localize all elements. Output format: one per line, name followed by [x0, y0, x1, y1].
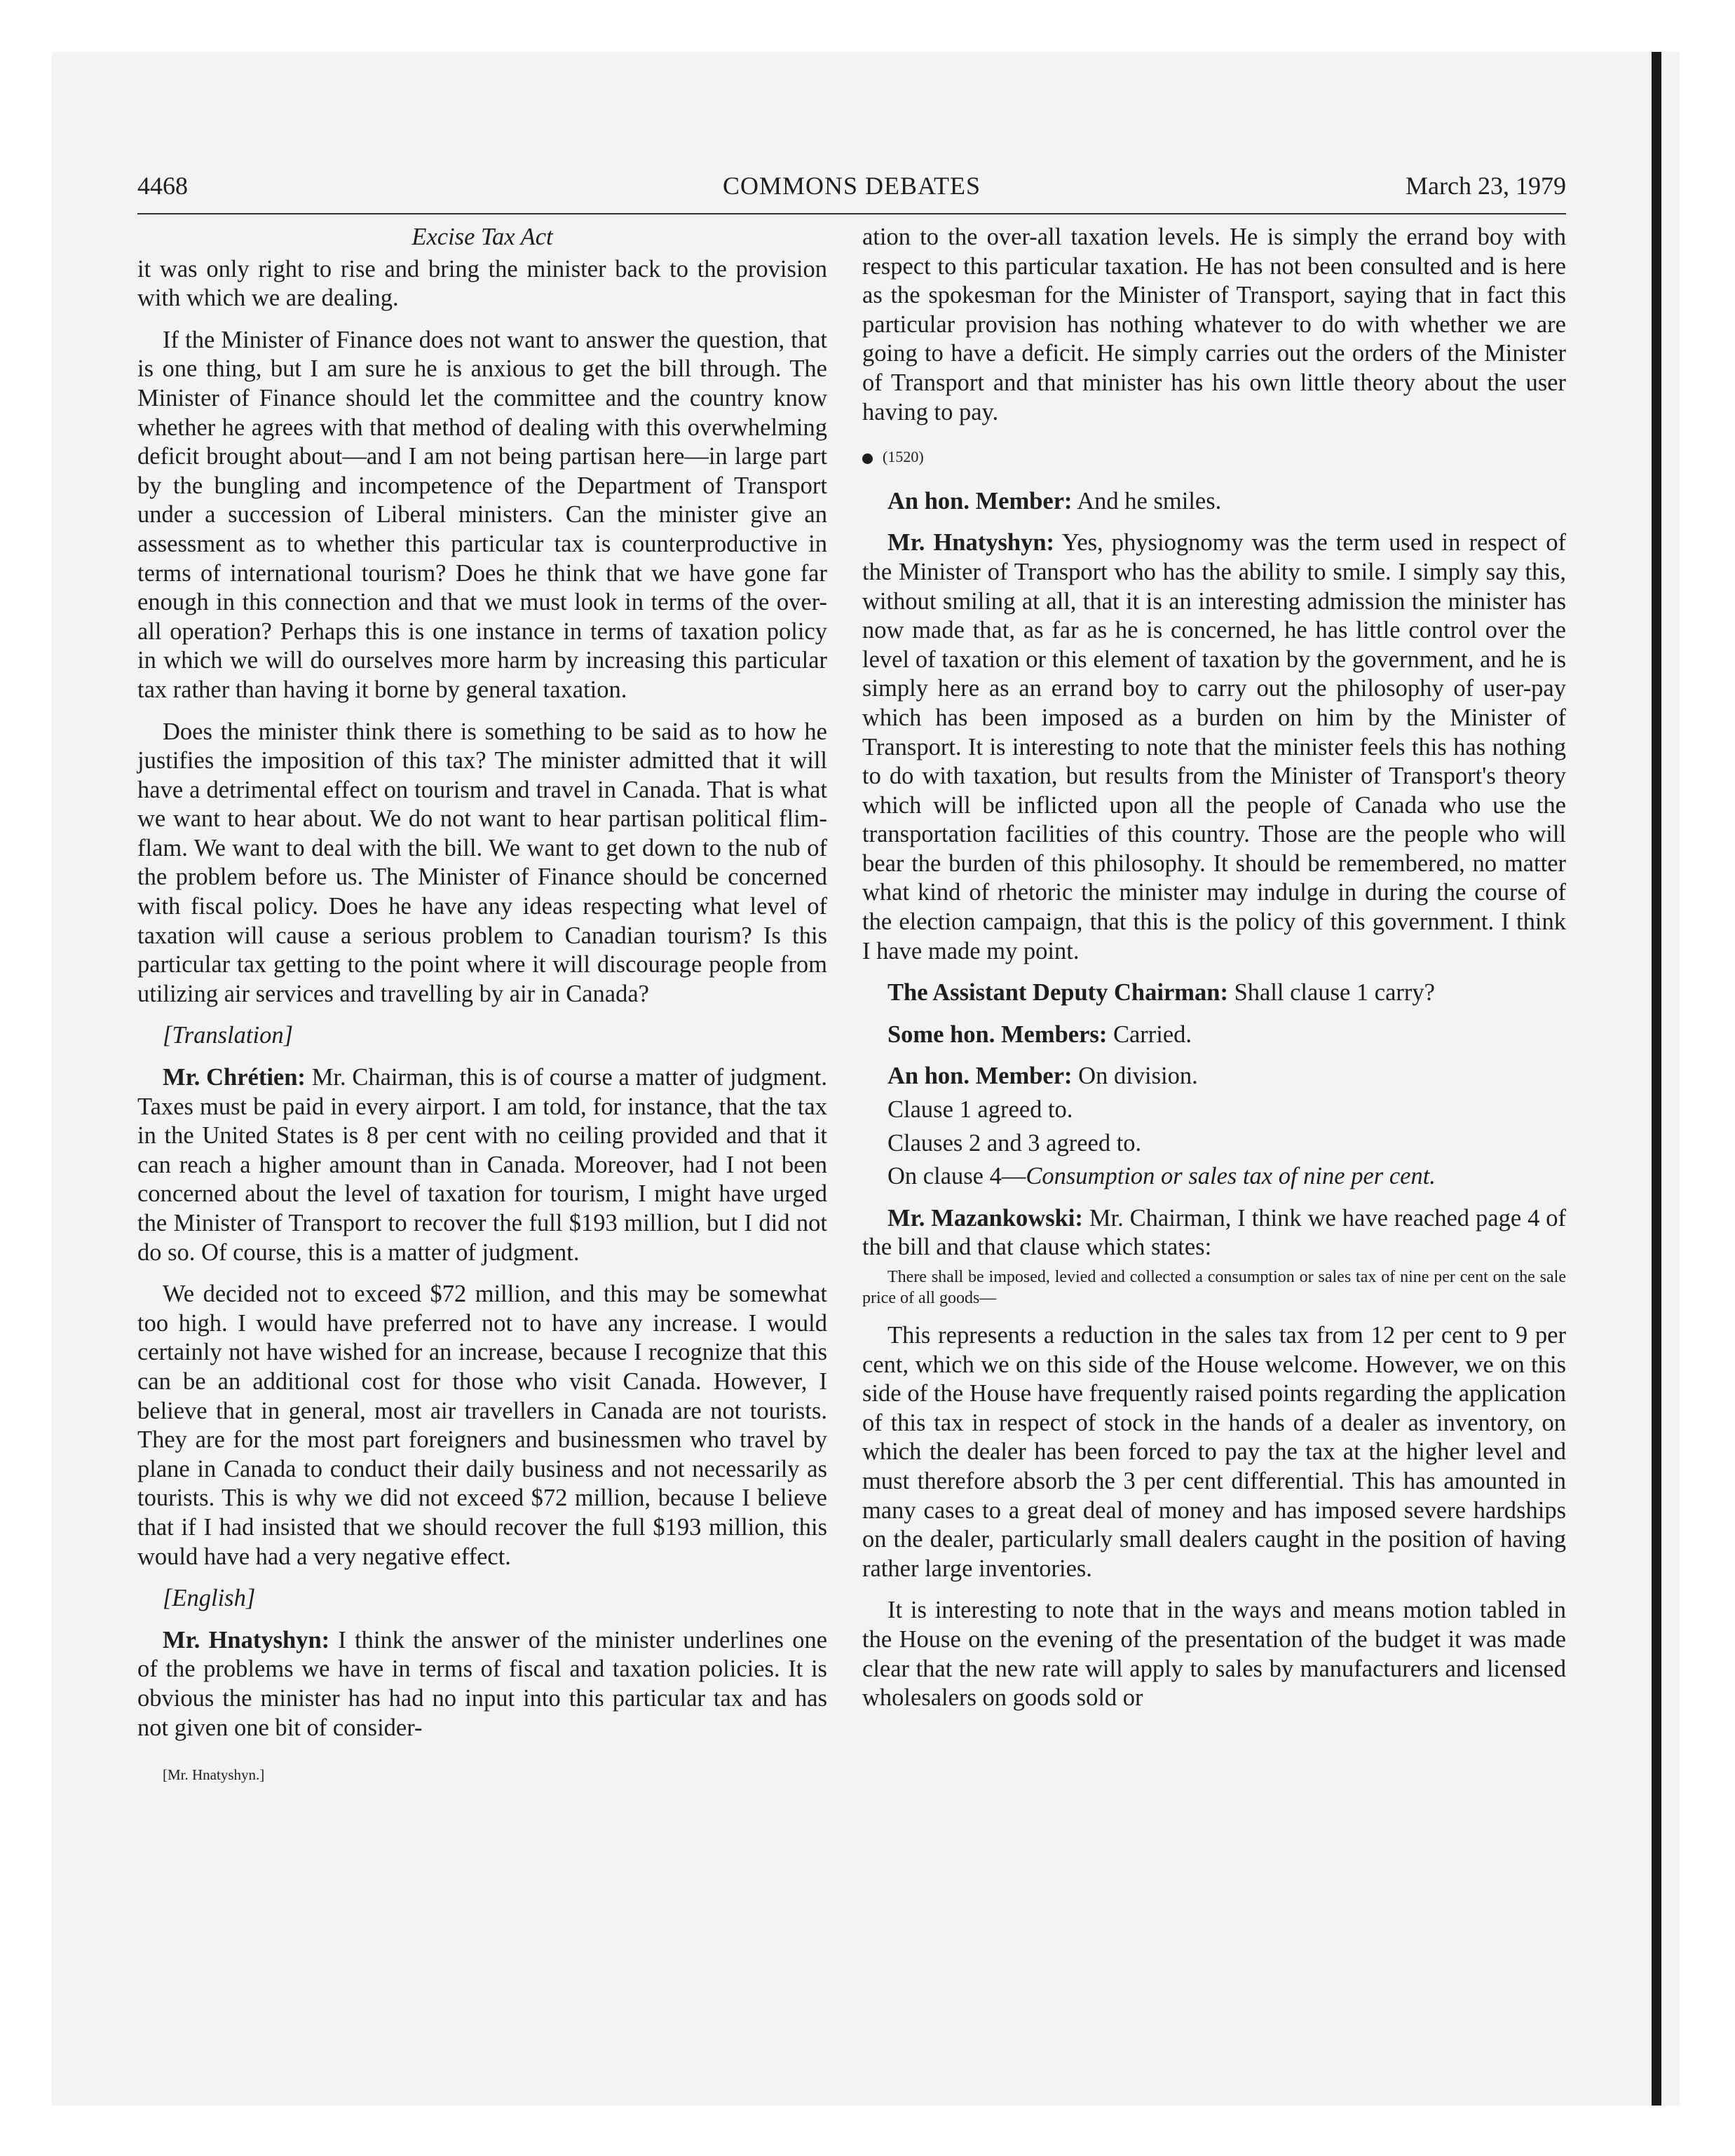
- paragraph: It is interesting to note that in the ways and means motion tabled in the House on the evening of the presentation of the budget it was made clear that the new rate will apply to sales by manufacturers and licensed wholesalers on goods sold or: [862, 1597, 1566, 1712]
- clause-prefix: On clause 4—: [887, 1163, 1026, 1190]
- timestamp-text: (1520): [883, 448, 924, 466]
- speaker-name: Mr. Chrétien:: [163, 1064, 306, 1091]
- speech-text: On division.: [1078, 1063, 1198, 1090]
- bullet-icon: [862, 453, 873, 464]
- speech-hnatyshyn: [137, 1626, 827, 1742]
- running-head: Excise Tax Act: [411, 224, 553, 250]
- paragraph: it was only right to rise and bring the minister back to the provision with which we are dealing.: [137, 255, 827, 312]
- speech-text: Yes, physiognomy was the term used in respect of the Minister of Transport who has the ability to smile. I simply say this, without smiling at all, that it is an interesting admission the minister has now made that, as far as he is concerned, he has little control over the level of taxation or this element of taxation by the government, and he is simply here as an errand boy to carry out the philosophy of user-pay which has been imposed as a burden on him by the Minister of Transport. It is interesting to note that the minister feels this has nothing to do with taxation, but results from the Minister of Transport's theory which will be inflicted upon all the people of Canada who use the transportation facilities of this country. Those are the people who will bear the burden of this philosophy. It should be remembered, no matter what kind of rhetoric the minister may indulge in during the course of the election campaign, that this is the policy of this government. I think I have made my point.: [862, 529, 1566, 964]
- clause-result: Clauses 2 and 3 agreed to.: [887, 1129, 1142, 1157]
- block-quote: There shall be imposed, levied and collected a consumption or sales tax of nine per cent on the sale price of all goods—: [862, 1268, 1566, 1307]
- paragraph: This represents a reduction in the sales tax from 12 per cent to 9 per cent, which we on this side of the House welcome. However, we on this side of the House have frequently raised points regarding the application of this tax in respect of stock in the hands of a dealer as inventory, on which the dealer has been forced to pay the tax at the higher level and must therefore absorb the 3 per cent differential. This has amounted in many cases to a great deal of money and has imposed severe hardships on the dealer, particularly small dealers caught in the position of having rather large inventories.: [862, 1322, 1566, 1582]
- speaker-name: Mr. Hnatyshyn:: [163, 1626, 330, 1653]
- speech-chairman: [862, 978, 1566, 1008]
- paragraph: We decided not to exceed $72 million, and this may be somewhat too high. I would have preferred not to have any increase. I would certainly not have wished for an increase, because I recognize that this can be an additional cost for those who visit Canada. However, I believe that in general, most air travellers in Canada are not tourists. They are for the most part foreigners and businessmen who travel by plane in Canada to conduct their daily business and not necessarily as tourists. This is why we did not exceed $72 million, because I believe that if I had insisted that we should recover the full $193 million, this would have had a very negative effect.: [137, 1281, 827, 1570]
- speech-member: [862, 1062, 1566, 1091]
- paragraph: Does the minister think there is something to be said as to how he justifies the imposition of this tax? The minister admitted that it will have a detrimental effect on tourism and travel in Canada. That is what we want to hear about. We do not want to hear partisan political flim-flam. We want to deal with the bill. We want to get down to the nub of the problem before us. The Minister of Finance should be concerned with fiscal policy. Does he have any ideas respecting what level of taxation will cause a serious problem to Canadian tourism? Is this particular tax getting to the point where it will discourage people from utilizing air services and travelling by air in Canada?: [137, 718, 827, 1007]
- page-header: [137, 171, 1566, 214]
- left-column: [137, 223, 827, 1790]
- speaker-name: Mr. Hnatyshyn:: [887, 529, 1055, 557]
- paragraph: If the Minister of Finance does not want to answer the question, that is one thing, but I am sure he is anxious to get the bill through. The Minister of Finance should let the committee and the country know whether he agrees with that method of dealing with this overwhelming deficit brought about—and I am not being partisan here—in large part by the bungling and incompetence of the Department of Transport under a succession of Liberal ministers. Can the minister give an assessment as to whether this particular tax is counterproductive in terms of international tourism? Does he think that we have gone far enough in this connection and that we must look in terms of the over-all operation? Perhaps this is one instance in terms of taxation policy in which we will do ourselves more harm by increasing this particular tax rather than having it borne by general taxation.: [137, 326, 827, 703]
- speech-text: Shall clause 1 carry?: [1234, 979, 1435, 1007]
- speech-chretien: [137, 1063, 827, 1267]
- speech-mazankowski: [862, 1204, 1566, 1262]
- binding-edge: [1652, 52, 1661, 2106]
- clause-result: Clause 1 agreed to.: [887, 1096, 1073, 1124]
- speaker-name: Mr. Mazankowski:: [887, 1204, 1083, 1231]
- timestamp: [862, 442, 1566, 472]
- speech-text: Mr. Chairman, this is of course a matter of judgment. Taxes must be paid in every airport. I am told, for instance, that the tax in the United States is 8 per cent with no ceiling provided and that it can reach a higher amount than in Canada. Moreover, had I not been concerned about the level of taxation for tourism, I might have urged the Minister of Transport to recover the full $193 million, but I did not do so. Of course, this is a matter of judgment.: [137, 1064, 828, 1266]
- translation-tag: [Translation]: [163, 1022, 293, 1049]
- speech-text: And he smiles.: [1077, 487, 1222, 514]
- speech-text: Mr. Chairman, I think we have reached page 4 of the bill and that clause which states:: [862, 1204, 1567, 1261]
- page-number: 4468: [137, 172, 188, 200]
- speaker-name: The Assistant Deputy Chairman:: [887, 979, 1228, 1007]
- speech-member: [862, 487, 1566, 517]
- clause-heading: [862, 1162, 1566, 1192]
- publication-date: March 23, 1979: [1406, 172, 1566, 200]
- speech-text: I think the answer of the minister underlines one of the problems we have in terms of fiscal and taxation policies. It is obvious the minister has had no input into this particular tax and has not given one bit of consider-: [137, 1626, 828, 1741]
- paragraph: ation to the over-all taxation levels. He is simply the errand boy with respect to this particular taxation. He has not been consulted and is here as the spokesman for the Minister of Transport, saying that in fact this particular provision has nothing whatever to do with whether we are going to have a deficit. He simply carries out the orders of the Minister of Transport and that minister has his own little theory about the user having to pay.: [862, 224, 1566, 425]
- speech-members: [862, 1021, 1566, 1050]
- speaker-name: Some hon. Members:: [887, 1021, 1108, 1048]
- right-column: [862, 223, 1566, 1726]
- speaker-name: An hon. Member:: [887, 487, 1073, 514]
- english-tag: [English]: [163, 1585, 256, 1612]
- speech-text: Carried.: [1113, 1021, 1192, 1048]
- clause-title: Consumption or sales tax of nine per cent.: [1026, 1163, 1436, 1190]
- publication-title: COMMONS DEBATES: [722, 172, 981, 200]
- speaker-signature: [Mr. Hnatyshyn.]: [163, 1766, 265, 1784]
- speech-hnatyshyn: [862, 528, 1566, 966]
- speaker-name: An hon. Member:: [887, 1063, 1073, 1090]
